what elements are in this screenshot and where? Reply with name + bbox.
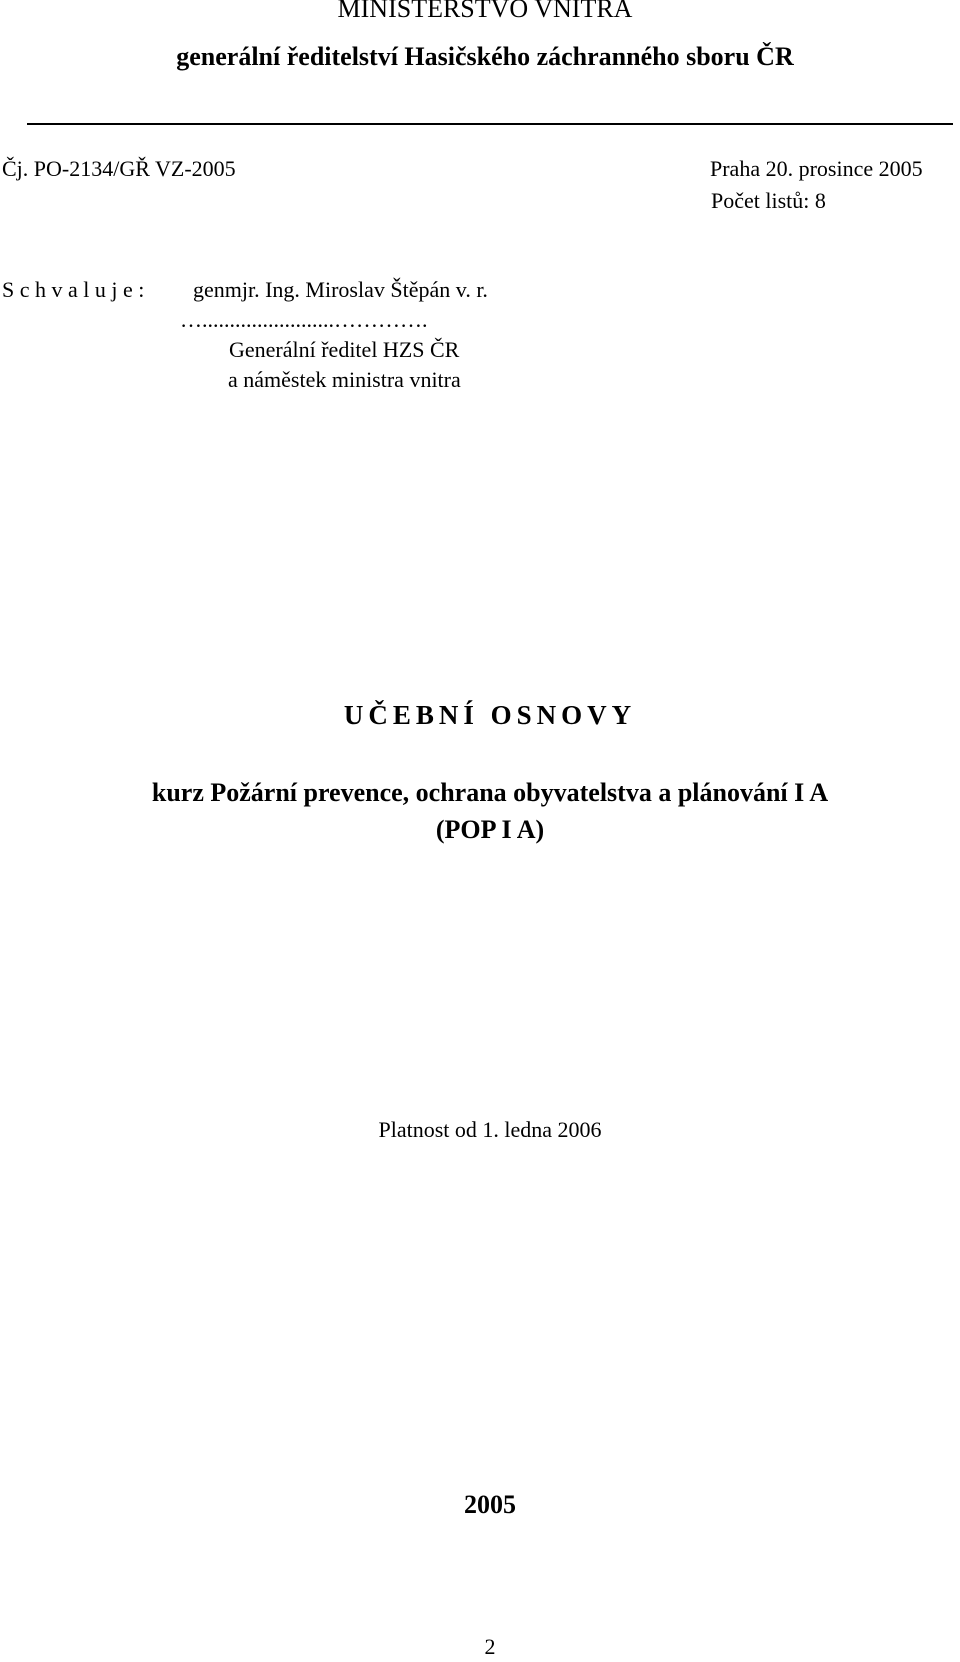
document-title: UČEBNÍ OSNOVY [343, 700, 637, 730]
sheet-count: Počet listů: 8 [711, 188, 826, 213]
reference-number: Čj. PO-2134/GŘ VZ-2005 [2, 156, 236, 181]
signature-line: …........................…………. [180, 307, 428, 332]
ministry-heading: MINISTERSTVO VNITRA [337, 0, 633, 23]
approver-name: genmjr. Ing. Miroslav Štěpán v. r. [193, 277, 488, 302]
course-name-line-2: (POP I A) [435, 815, 545, 844]
approver-title-line-1: Generální ředitel HZS ČR [229, 337, 460, 362]
course-name-line-1: kurz Požární prevence, ochrana obyvatelstva a plánování I A [151, 778, 829, 807]
header-divider [27, 123, 953, 125]
approver-title-line-2: a náměstek ministra vnitra [228, 367, 461, 392]
document-year: 2005 [464, 1490, 516, 1519]
page-number: 2 [484, 1634, 496, 1659]
approval-label: S c h v a l u j e : [2, 277, 145, 302]
place-date: Praha 20. prosince 2005 [710, 156, 923, 181]
validity-date: Platnost od 1. ledna 2006 [378, 1117, 602, 1142]
directorate-heading: generální ředitelství Hasičského záchranného sboru ČR [176, 42, 794, 71]
